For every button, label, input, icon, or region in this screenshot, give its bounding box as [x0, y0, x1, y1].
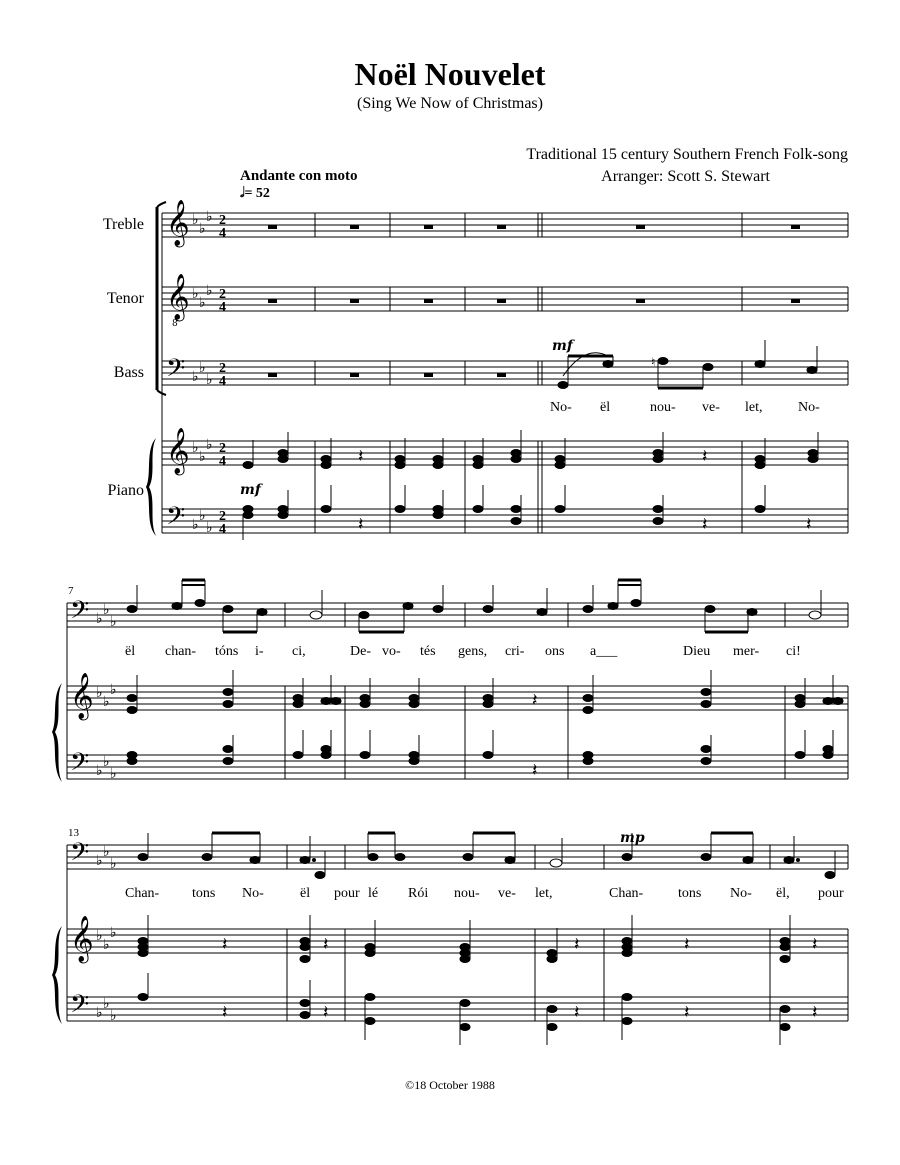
- svg-text:♭: ♭: [96, 685, 103, 701]
- svg-text:♭: ♭: [103, 996, 110, 1012]
- lyric-syllable: mer-: [733, 644, 760, 659]
- svg-text:𝄽: 𝄽: [222, 934, 228, 955]
- piano-rh-staff-system2: [67, 686, 848, 710]
- svg-text:4: 4: [219, 300, 226, 315]
- lyric-syllable: ci,: [292, 644, 306, 659]
- svg-text:♭: ♭: [199, 508, 206, 524]
- piano-rh-staff: [162, 441, 848, 465]
- svg-text:♭: ♭: [206, 209, 213, 225]
- treble-clef-icon: 𝄞: [166, 428, 190, 474]
- svg-text:♭: ♭: [199, 360, 206, 376]
- lyric-syllable: tons: [192, 886, 216, 901]
- page-title: Noël Nouvelet: [354, 56, 546, 92]
- bass-notes-system3: [138, 833, 835, 879]
- piano-brace: [146, 438, 156, 536]
- lyric-syllable: tóns: [215, 644, 239, 659]
- svg-text:♭: ♭: [96, 853, 103, 869]
- svg-text:♭: ♭: [192, 517, 199, 533]
- bass-clef-icon: 𝄢: [70, 596, 90, 631]
- svg-text:𝄽: 𝄽: [222, 1002, 228, 1023]
- tempo-marking: Andante con moto: [240, 168, 358, 184]
- svg-text:♭: ♭: [110, 766, 117, 782]
- svg-text:𝄽: 𝄽: [358, 446, 364, 467]
- svg-text:♭: ♭: [110, 1008, 117, 1024]
- key-signature: [192, 209, 213, 536]
- svg-text:♭: ♭: [110, 925, 117, 941]
- instrument-label-piano: Piano: [107, 482, 144, 499]
- svg-text:𝄽: 𝄽: [684, 1002, 690, 1023]
- lyric-syllable: Chan-: [609, 886, 644, 901]
- instrument-label-bass: Bass: [113, 364, 144, 381]
- svg-text:𝄽: 𝄽: [323, 1002, 329, 1023]
- svg-text:𝄽: 𝄽: [358, 514, 364, 535]
- natural-icon: ♮: [651, 355, 656, 369]
- lyric-syllable: i-: [255, 644, 264, 659]
- lyric-syllable: cri-: [505, 644, 525, 659]
- svg-text:♭: ♭: [206, 520, 213, 536]
- lyric-syllable: gens,: [458, 644, 488, 659]
- page-subtitle: (Sing We Now of Christmas): [357, 95, 543, 112]
- lyric-syllable: No-: [798, 400, 820, 415]
- bass-clef-icon: 𝄢: [70, 990, 90, 1025]
- svg-text:♭: ♭: [103, 694, 110, 710]
- lyric-syllable: chan-: [165, 644, 197, 659]
- bass-notes-system2: [127, 580, 821, 632]
- svg-text:4: 4: [219, 522, 226, 537]
- piano-lh-staff-system2: [67, 755, 848, 779]
- svg-text:♭: ♭: [192, 286, 199, 302]
- svg-text:♭: ♭: [96, 611, 103, 627]
- lyric-syllable: No-: [730, 886, 752, 901]
- svg-text:𝄽: 𝄽: [574, 934, 580, 955]
- dynamic-mp: mp: [620, 830, 645, 846]
- instrument-label-tenor: Tenor: [106, 290, 144, 307]
- octave-marker-icon: 8: [172, 319, 178, 329]
- lyric-syllable: Rói: [408, 886, 429, 901]
- composer-credit: Traditional 15 century Southern French Folk-song: [526, 146, 848, 163]
- treble-clef-icon: 𝄞: [166, 200, 190, 246]
- metronome-value: = 52: [244, 186, 270, 201]
- svg-text:♭: ♭: [110, 682, 117, 698]
- whole-rests: [268, 225, 800, 377]
- lyric-syllable: let,: [535, 886, 553, 901]
- svg-text:4: 4: [219, 454, 226, 469]
- lyric-syllable: No-: [550, 400, 572, 415]
- piano-notes-system2: [127, 670, 843, 765]
- lyric-syllable: pour: [818, 886, 844, 901]
- barlines-system2: [285, 603, 848, 779]
- lyrics-system1: [550, 400, 820, 415]
- svg-text:♭: ♭: [103, 844, 110, 860]
- quarter-rests: [532, 690, 538, 781]
- svg-text:𝄽: 𝄽: [806, 514, 812, 535]
- svg-text:♭: ♭: [103, 602, 110, 618]
- lyric-syllable: nou-: [454, 886, 480, 901]
- piano-lh-staff-system3: [67, 997, 848, 1021]
- measure-number: 13: [68, 827, 79, 839]
- bass-notes-system1: [558, 340, 817, 389]
- lyric-syllable: Dieu: [683, 644, 711, 659]
- dynamic-mf-piano: mf: [240, 482, 261, 498]
- lyric-syllable: No-: [242, 886, 264, 901]
- lyric-syllable: ël: [125, 644, 136, 659]
- svg-text:𝄽: 𝄽: [684, 934, 690, 955]
- treble-clef-icon: 𝄞: [166, 274, 190, 320]
- dynamic-mf: mf: [552, 338, 573, 354]
- svg-text:2: 2: [219, 509, 226, 524]
- piano-brace: [52, 683, 62, 782]
- svg-text:𝄽: 𝄽: [532, 690, 538, 711]
- lyric-syllable: Chan-: [125, 886, 160, 901]
- instrument-label-treble: Treble: [102, 216, 144, 233]
- svg-text:♭: ♭: [110, 856, 117, 872]
- svg-text:4: 4: [219, 226, 226, 241]
- svg-text:𝄽: 𝄽: [812, 934, 818, 955]
- svg-text:♭: ♭: [110, 614, 117, 630]
- svg-text:𝄽: 𝄽: [532, 760, 538, 781]
- lyric-syllable: tés: [420, 644, 436, 659]
- svg-text:2: 2: [219, 287, 226, 302]
- svg-text:♭: ♭: [192, 212, 199, 228]
- svg-text:4: 4: [219, 374, 226, 389]
- half-note-icon: 𝅗𝅥: [240, 186, 245, 201]
- lyric-syllable: pour: [334, 886, 360, 901]
- svg-text:𝄽: 𝄽: [574, 1002, 580, 1023]
- copyright-footer: ©18 October 1988: [405, 1078, 495, 1092]
- bass-clef-icon: 𝄢: [70, 748, 90, 783]
- svg-text:𝄽: 𝄽: [702, 446, 708, 467]
- lyric-syllable: lé: [368, 886, 379, 901]
- bass-clef-icon: 𝄢: [166, 502, 186, 537]
- lyric-syllable: a___: [590, 644, 618, 659]
- lyrics-system2: [125, 644, 801, 659]
- svg-text:♭: ♭: [199, 449, 206, 465]
- lyric-syllable: tons: [678, 886, 702, 901]
- svg-text:♭: ♭: [199, 295, 206, 311]
- piano-brace: [52, 926, 62, 1024]
- lyric-syllable: let,: [745, 400, 763, 415]
- treble-clef-icon: 𝄞: [70, 916, 94, 962]
- bass-clef-icon: 𝄢: [166, 354, 186, 389]
- svg-text:♭: ♭: [199, 221, 206, 237]
- svg-text:♭: ♭: [96, 1005, 103, 1021]
- bass-staff-system2: [67, 603, 848, 627]
- lyric-syllable: ël: [300, 886, 311, 901]
- lyric-syllable: ël,: [776, 886, 790, 901]
- bass-staff-system3: [67, 845, 848, 869]
- lyric-syllable: ël: [600, 400, 611, 415]
- svg-text:2: 2: [219, 213, 226, 228]
- svg-text:2: 2: [219, 361, 226, 376]
- lyric-syllable: De-: [350, 644, 371, 659]
- svg-text:2: 2: [219, 441, 226, 456]
- lyric-syllable: ci!: [786, 644, 801, 659]
- svg-text:♭: ♭: [103, 937, 110, 953]
- lyric-syllable: nou-: [650, 400, 676, 415]
- lyrics-system3: [125, 886, 844, 901]
- piano-lh-staff: [162, 509, 848, 533]
- lyric-syllable: vo-: [382, 644, 401, 659]
- time-signature: [219, 213, 226, 537]
- bass-clef-icon: 𝄢: [70, 838, 90, 873]
- piano-rh-staff-system3: [67, 929, 848, 953]
- lyric-syllable: ve-: [702, 400, 720, 415]
- lyric-syllable: ons: [545, 644, 565, 659]
- svg-text:♭: ♭: [206, 437, 213, 453]
- measure-number: 7: [68, 585, 74, 597]
- svg-text:♭: ♭: [192, 440, 199, 456]
- svg-text:♭: ♭: [103, 754, 110, 770]
- lyric-syllable: ve-: [498, 886, 516, 901]
- treble-clef-icon: 𝄞: [70, 673, 94, 719]
- svg-text:♭: ♭: [96, 763, 103, 779]
- arranger-credit: Arranger: Scott S. Stewart: [601, 168, 770, 185]
- svg-text:𝄽: 𝄽: [702, 514, 708, 535]
- svg-text:♭: ♭: [206, 283, 213, 299]
- svg-text:♭: ♭: [206, 372, 213, 388]
- svg-text:𝄽: 𝄽: [323, 934, 329, 955]
- svg-text:♭: ♭: [96, 928, 103, 944]
- svg-text:𝄽: 𝄽: [812, 1002, 818, 1023]
- svg-text:♭: ♭: [192, 369, 199, 385]
